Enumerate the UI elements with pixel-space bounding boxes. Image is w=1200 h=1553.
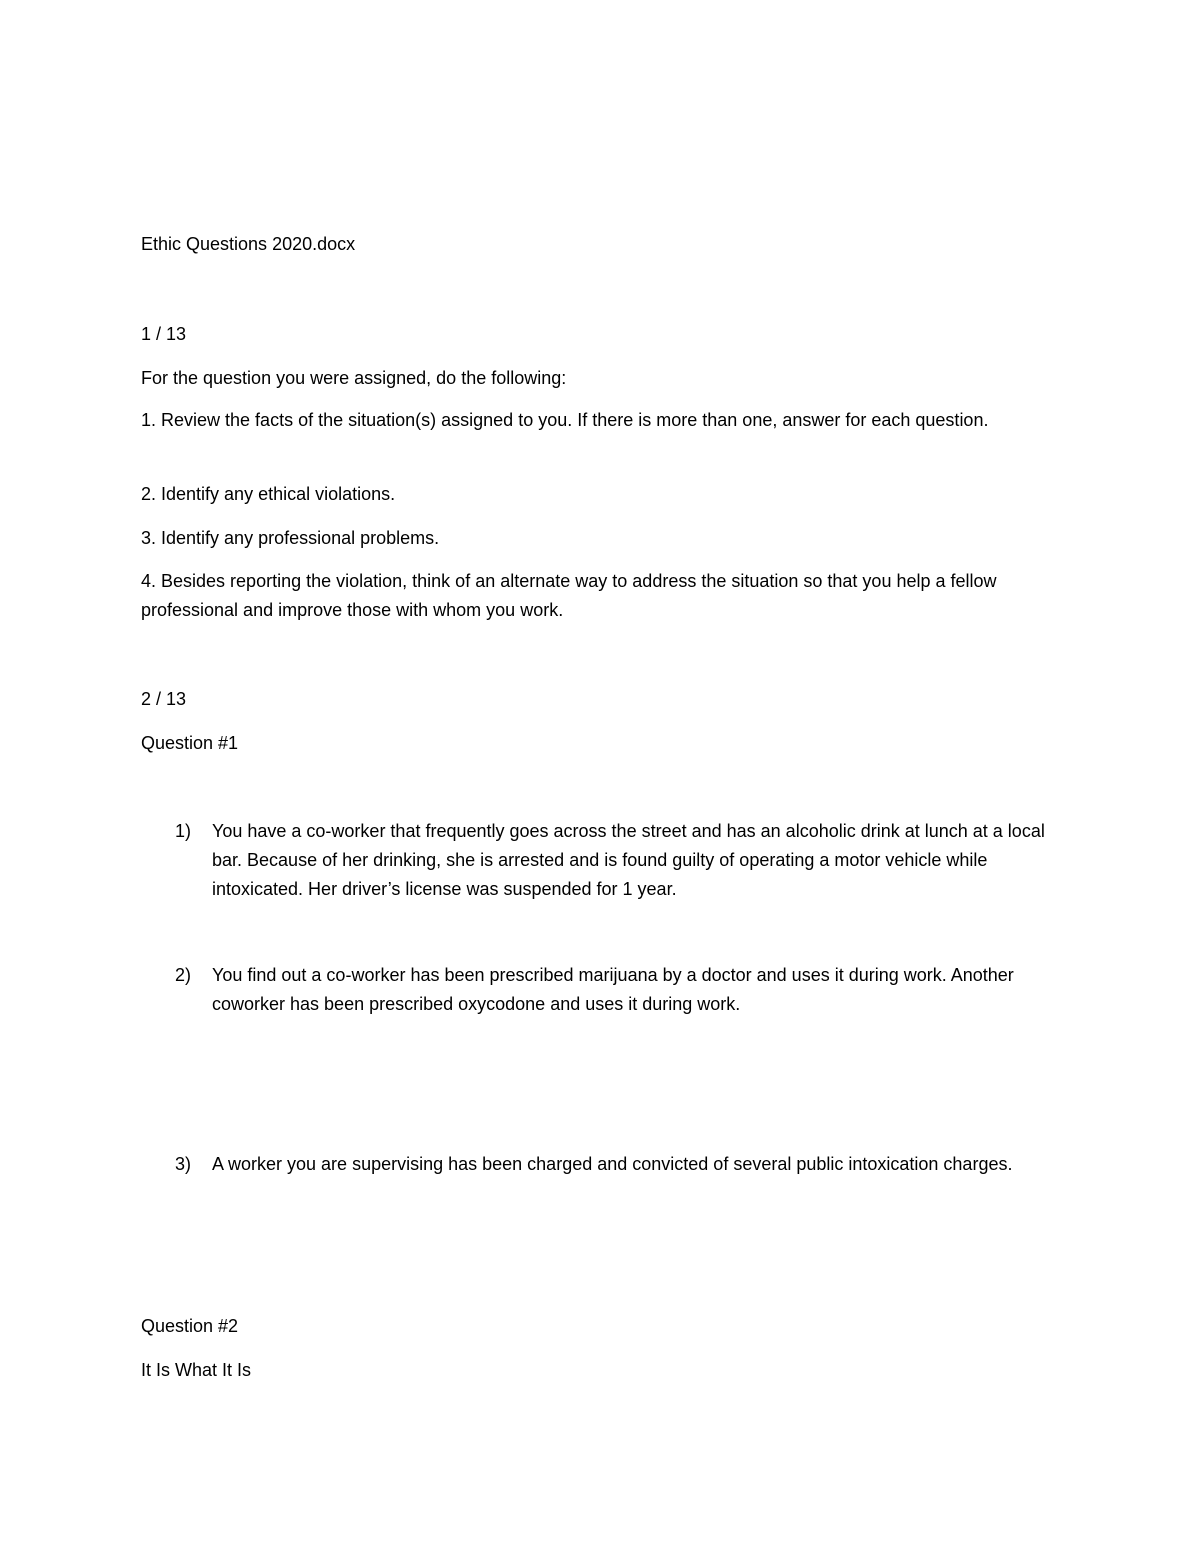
question-2-title: It Is What It Is — [141, 1360, 252, 1380]
item-text: You find out a co-worker has been prescribed marijuana by a doctor and uses it during work. Another coworker has been prescribed oxycodone and uses it during work. — [212, 965, 1014, 1014]
page-counter-2: 2 / 13 — [141, 689, 187, 709]
instruction-step-1: 1. Review the facts of the situation(s) assigned to you. If there is more than one, answer for each question. — [141, 410, 989, 430]
document-filename: Ethic Questions 2020.docx — [141, 234, 356, 254]
instruction-step-2: 2. Identify any ethical violations. — [141, 484, 396, 504]
question-1-heading: Question #1 — [141, 733, 239, 753]
item-text: You have a co-worker that frequently goes across the street and has an alcoholic drink at lunch at a local bar. Because of her drinking, she is arrested and is found guilty of operating a motor vehicle while intoxicated. Her driver’s license was suspended for 1 year. — [212, 821, 1045, 899]
page-counter-1: 1 / 13 — [141, 324, 187, 344]
instruction-step-3: 3. Identify any professional problems. — [141, 528, 440, 548]
item-number: 3) — [175, 1154, 192, 1174]
question-2-heading: Question #2 — [141, 1316, 239, 1336]
item-text: A worker you are supervising has been charged and convicted of several public intoxication charges. — [212, 1154, 1013, 1174]
item-number: 2) — [175, 965, 192, 985]
instructions-intro: For the question you were assigned, do the following: — [141, 368, 567, 388]
instruction-step-4: 4. Besides reporting the violation, think of an alternate way to address the situation so that you help a fellow professional and improve those with whom you work. — [141, 571, 997, 620]
item-number: 1) — [175, 821, 192, 841]
